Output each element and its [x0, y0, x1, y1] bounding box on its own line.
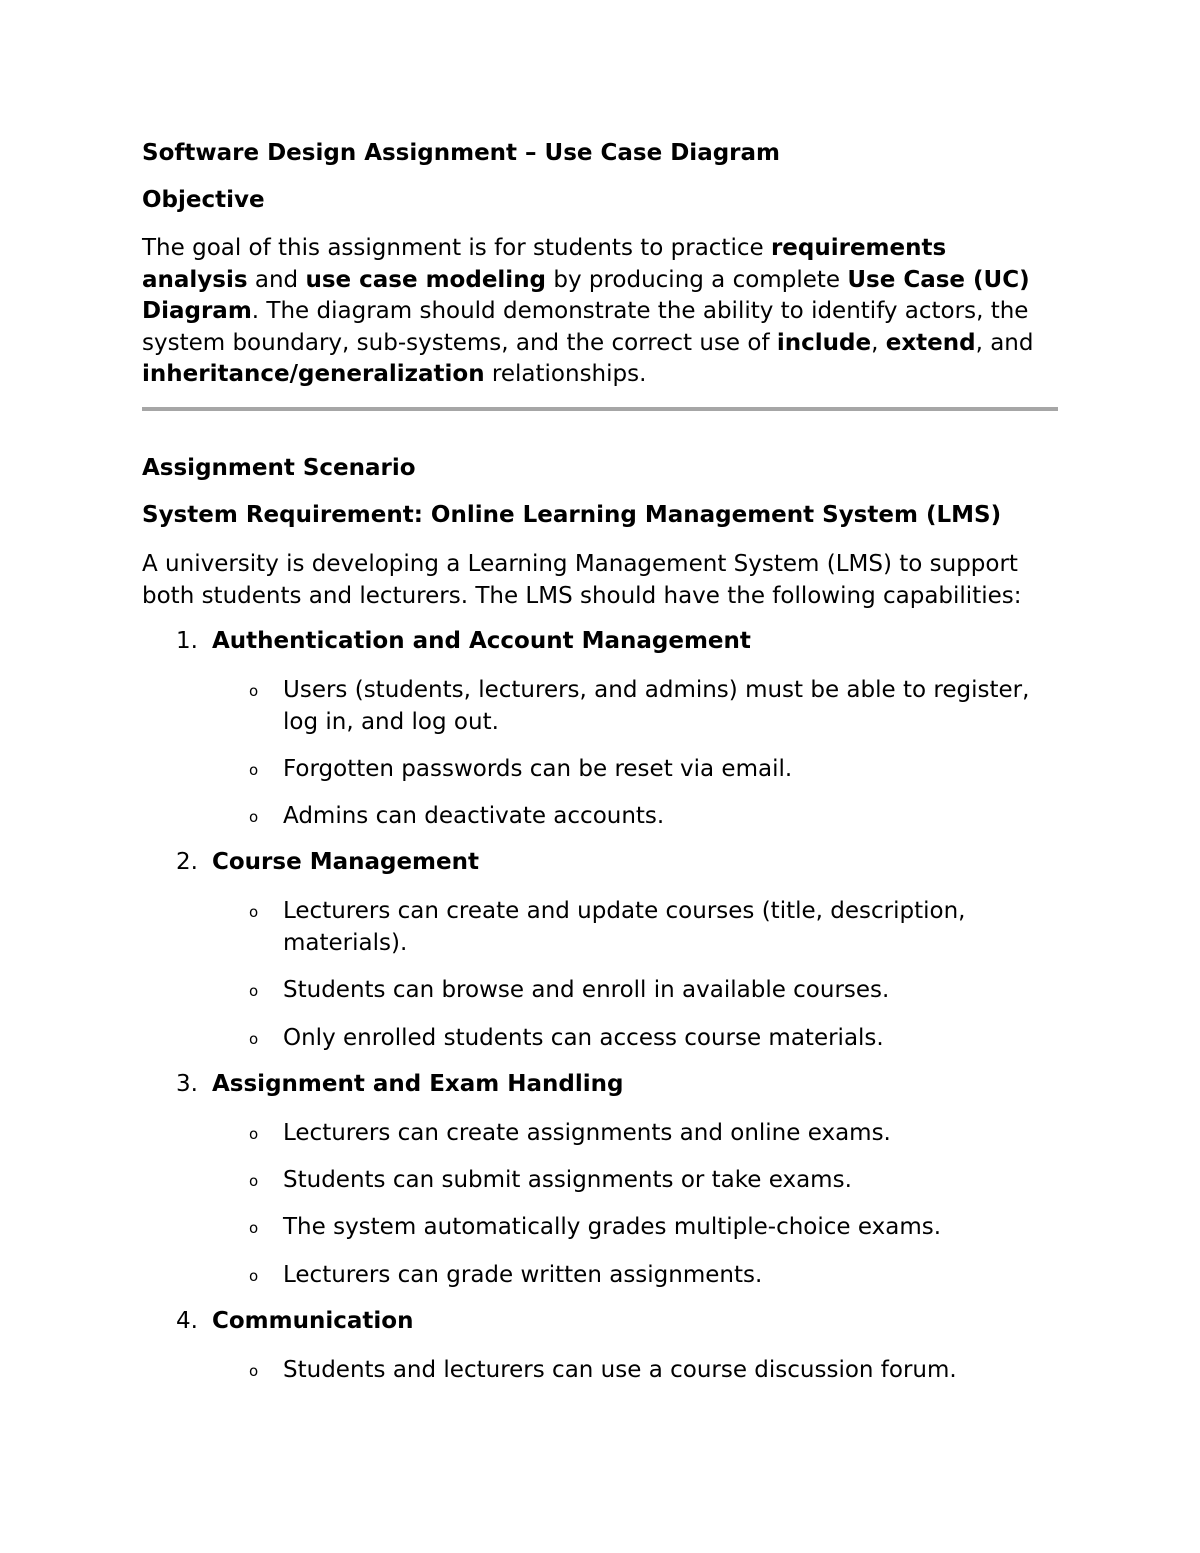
item-number: 4. — [176, 1308, 198, 1334]
bullet-text: Forgotten passwords can be reset via email. — [283, 756, 793, 782]
bullet-icon: o — [249, 808, 259, 826]
bullet-text: Only enrolled students can access course materials. — [283, 1025, 884, 1051]
item-number: 1. — [176, 628, 198, 654]
bullet-icon: o — [249, 1362, 259, 1380]
objective-text-7: relationships. — [484, 361, 647, 387]
objective-bold-requirements-analysis: requirements analysis — [142, 235, 947, 293]
item-label: Course Management — [212, 849, 479, 875]
horizontal-divider — [142, 407, 1058, 411]
bullet-icon: o — [249, 761, 259, 779]
bullet-text: Lecturers can create assignments and online exams. — [283, 1120, 891, 1146]
item-number: 2. — [176, 849, 198, 875]
objective-heading: Objective — [142, 187, 265, 213]
bullet-text: Users (students, lecturers, and admins) must be able to register, log in, and log out. — [283, 677, 1030, 735]
document-title: Software Design Assignment – Use Case Diagram — [142, 140, 781, 166]
bullet-text: Students can submit assignments or take exams. — [283, 1167, 852, 1193]
bullet-text: Admins can deactivate accounts. — [283, 803, 665, 829]
objective-text-6: , and — [975, 329, 1034, 356]
objective-text-4: . The diagram should demonstrate the ability to identify actors, the system boundary, sub-systems, and the correct use of — [142, 298, 1029, 356]
objective-text-1: The goal of this assignment is for students to practice — [142, 235, 771, 261]
item-label: Communication — [212, 1308, 414, 1334]
bullet-text: Students and lecturers can use a course discussion forum. — [283, 1357, 957, 1383]
objective-bold-include: include — [776, 329, 872, 356]
objective-text-5: , — [871, 329, 886, 356]
bullet-icon: o — [249, 1172, 259, 1190]
item-label: Authentication and Account Management — [212, 628, 751, 654]
bullet-icon: o — [249, 1125, 259, 1143]
scenario-heading: Assignment Scenario — [142, 455, 416, 481]
objective-paragraph — [142, 233, 1058, 391]
bullet-text: Lecturers can create and update courses (title, description, materials). — [283, 898, 966, 956]
bullet-icon: o — [249, 1267, 259, 1285]
bullet-icon: o — [249, 1030, 259, 1048]
item-number: 3. — [176, 1071, 198, 1097]
objective-bold-inheritance: inheritance/generalization — [142, 361, 485, 387]
bullet-icon: o — [249, 682, 259, 700]
objective-bold-use-case-modeling: use case modeling — [305, 266, 547, 293]
item-label: Assignment and Exam Handling — [212, 1071, 624, 1097]
bullet-icon: o — [249, 982, 259, 1000]
objective-text-3: by producing a complete — [546, 266, 848, 293]
objective-bold-uc-diagram: Use Case (UC) Diagram — [142, 266, 1030, 324]
system-requirement-heading: System Requirement: Online Learning Management System (LMS) — [142, 502, 1002, 528]
bullet-text: Students can browse and enroll in available courses. — [283, 977, 890, 1003]
objective-text-2: and — [247, 266, 306, 293]
bullet-text: The system automatically grades multiple-choice exams. — [283, 1214, 942, 1240]
objective-bold-extend: extend — [885, 329, 976, 356]
scenario-intro: A university is developing a Learning Management System (LMS) to support both students and lecturers. The LMS should have the following capabilities: — [142, 551, 1022, 609]
bullet-icon: o — [249, 1219, 259, 1237]
bullet-text: Lecturers can grade written assignments. — [283, 1262, 763, 1288]
bullet-icon: o — [249, 903, 259, 921]
